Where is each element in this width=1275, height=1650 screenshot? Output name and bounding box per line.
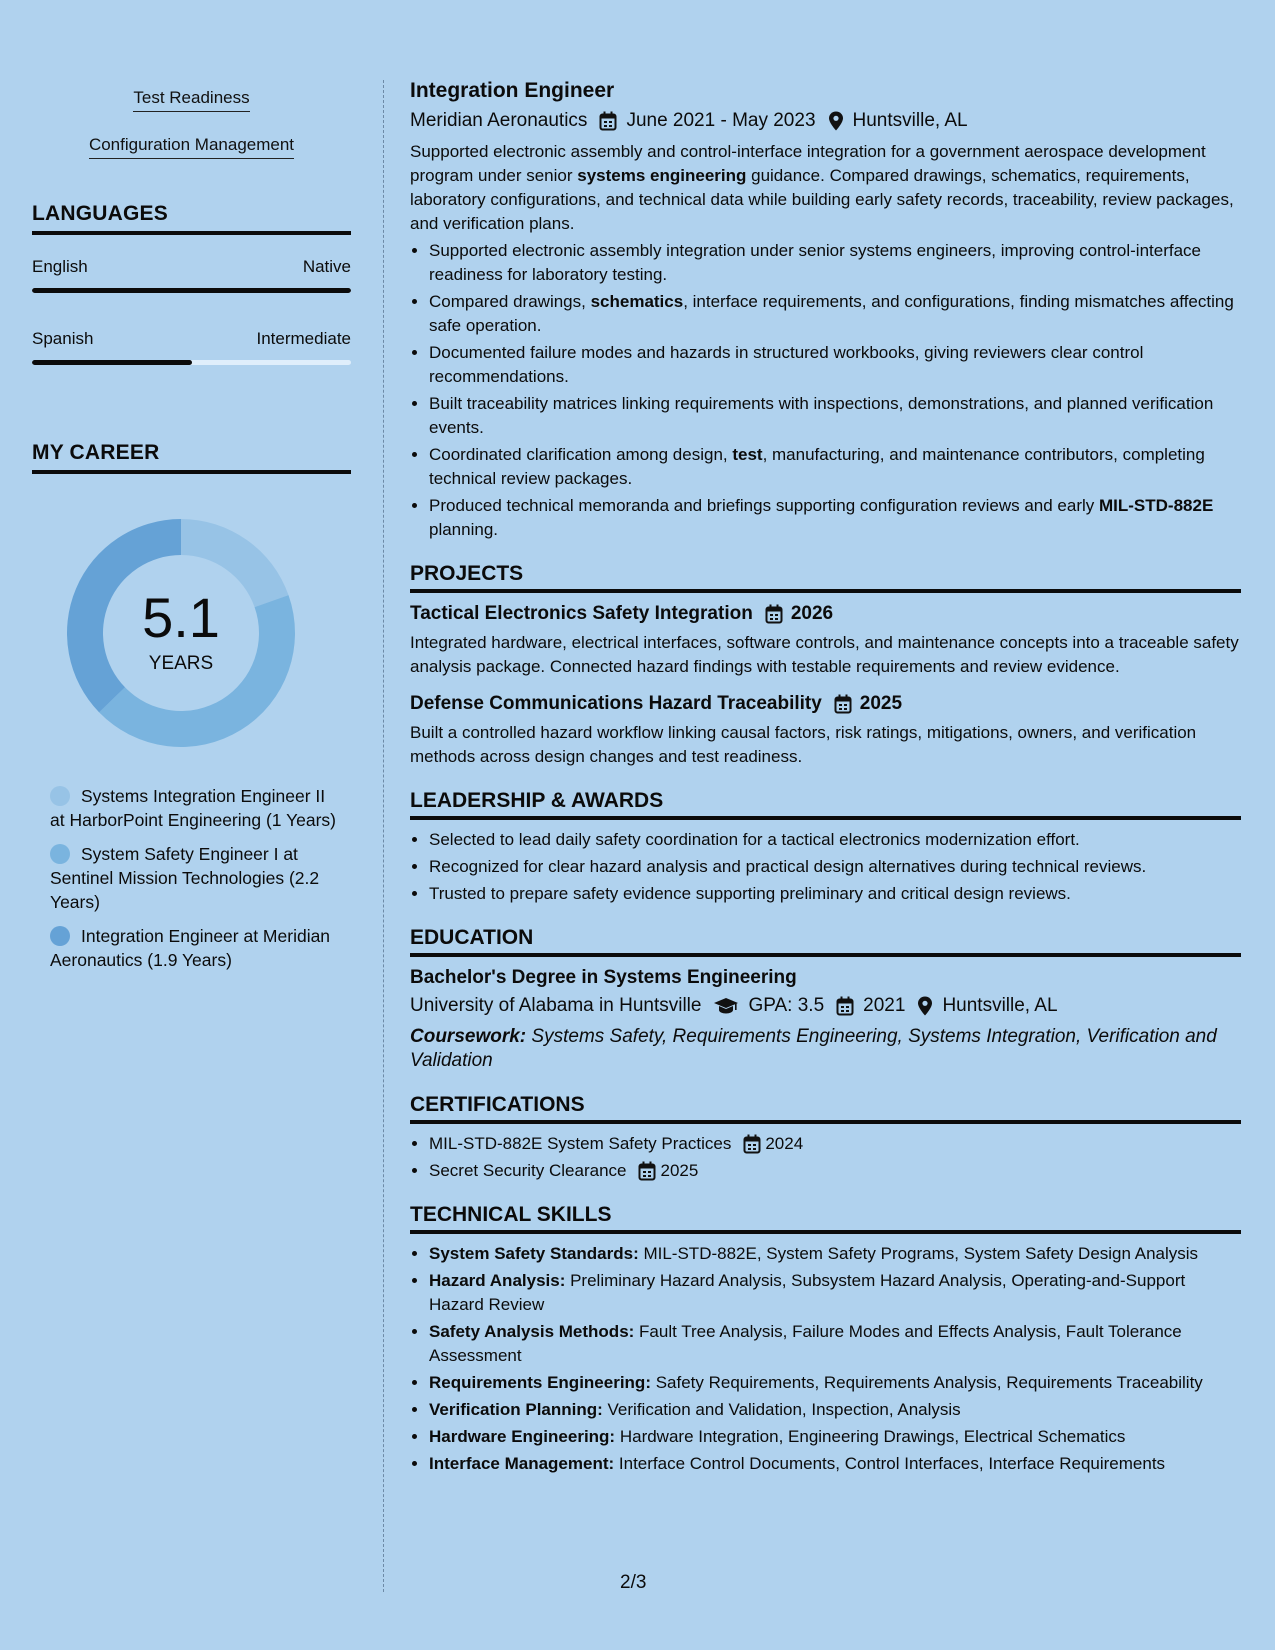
languages-heading: LANGUAGES [32, 202, 351, 235]
job-summary-text: Supported electronic assembly and control-interface integration for a government aerospace development program under senior [410, 142, 1206, 185]
career-total-years: 5.1 [142, 586, 220, 649]
skill-value: Hardware Integration, Engineering Drawings, Electrical Schematics [615, 1427, 1126, 1446]
skill-value: Preliminary Hazard Analysis, Subsystem Hazard Analysis, Operating-and-Support Hazard Review [429, 1271, 1186, 1314]
skill-label: Hazard Analysis: [429, 1271, 566, 1290]
project-year: 2026 [790, 603, 834, 624]
location-pin-icon [917, 996, 933, 1016]
coursework [410, 1025, 1241, 1073]
main-content [410, 79, 1241, 1479]
sidebar-link-test-readiness[interactable]: Test Readiness [133, 88, 249, 112]
career-legend [50, 784, 340, 972]
job-bullet-text: Compared drawings, [429, 292, 591, 311]
leadership-list [410, 828, 1241, 906]
career-legend-item [50, 842, 340, 914]
job-bullet-text: Documented failure modes and hazards in structured workbooks, giving reviewers clear control recommendations. [429, 343, 1144, 386]
skill-item [429, 1269, 1241, 1317]
job-meta [410, 110, 1241, 132]
language-bar-fill [32, 288, 351, 293]
skill-value: Fault Tree Analysis, Failure Modes and Effects Analysis, Fault Tolerance Assessment [429, 1322, 1182, 1365]
sidebar-skill-links [32, 0, 351, 182]
skill-item [429, 1371, 1241, 1395]
leadership-item: • Trusted to prepare safety evidence supporting preliminary and critical design reviews. [429, 882, 1241, 906]
language-level: Intermediate [256, 329, 351, 348]
column-divider [383, 80, 384, 1592]
job-bullet-bold: MIL-STD-882E [1099, 496, 1214, 515]
job-bullet [429, 341, 1241, 389]
job-bullet-text: Built traceability matrices linking requirements with inspections, demonstrations, and planned verification events. [429, 394, 1214, 437]
language-level: Native [302, 257, 351, 276]
skill-item [429, 1452, 1241, 1476]
job-summary-bold: systems engineering [577, 166, 747, 185]
job-bullet-text: Produced technical memoranda and briefings supporting configuration reviews and early [429, 496, 1099, 515]
project-title-row [410, 603, 1241, 625]
coursework-text: Systems Safety, Requirements Engineering, Systems Integration, Verification and Validation [410, 1026, 1217, 1071]
job-bullet-text: planning. [429, 520, 499, 539]
certifications-list [410, 1132, 1241, 1183]
page-number: 2/3 [620, 1572, 647, 1593]
project-description: Integrated hardware, electrical interfaces, software controls, and maintenance concepts into a traceable safety analysis package. Connected hazard findings with testable requirements and review evidence. [410, 633, 1239, 676]
job-bullet-text: , manufacturing, and maintenance contributors, completing technical review packages. [429, 445, 1205, 488]
education-gpa: GPA: 3.5 [748, 995, 825, 1016]
certification-line [429, 1132, 1241, 1156]
project-year: 2025 [859, 693, 903, 714]
skill-value: Safety Requirements, Requirements Analysis, Requirements Traceability [650, 1373, 1203, 1392]
skill-value: Verification and Validation, Inspection, Analysis [602, 1400, 961, 1419]
skill-item [429, 1242, 1241, 1266]
calendar-icon [765, 604, 783, 624]
job-bullet-text: , interface requirements, and configurations, finding mismatches affecting safe operation. [429, 292, 1234, 335]
calendar-icon [836, 996, 854, 1016]
calendar-icon [743, 1134, 761, 1154]
skill-value: MIL-STD-882E, System Safety Programs, System Safety Design Analysis [638, 1244, 1199, 1263]
job-summary-text: guidance. Compared drawings, schematics, requirements, laboratory configurations, and technical data while building early safety records, traceability, review packages, and verification plans. [410, 166, 1234, 233]
job-bullet-text: Coordinated clarification among design, [429, 445, 733, 464]
project-description: Built a controlled hazard workflow linking causal factors, risk ratings, mitigations, owners, and verification methods across design changes and test readiness. [410, 723, 1197, 766]
job-bullet [429, 239, 1241, 287]
certification-item [429, 1159, 1241, 1183]
certification-line [429, 1159, 1241, 1183]
education-heading: EDUCATION [410, 926, 1241, 957]
leadership-item: • Selected to lead daily safety coordination for a tactical electronics modernization effort. [429, 828, 1241, 852]
career-donut-chart [66, 518, 296, 748]
skill-item [429, 1425, 1241, 1449]
job-bullet [429, 392, 1241, 440]
project-title-row [410, 693, 1241, 715]
legend-dot [50, 844, 70, 864]
career-legend-text: System Safety Engineer I at Sentinel Mission Technologies (2.2 Years) [50, 844, 320, 912]
language-row-english [32, 257, 351, 277]
degree-title: Bachelor's Degree in Systems Engineering [410, 967, 797, 988]
certification-name: • MIL-STD-882E System Safety Practices [429, 1134, 732, 1153]
calendar-icon [638, 1161, 656, 1181]
job-title: Integration Engineer [410, 79, 615, 102]
certification-year: 2025 [660, 1161, 699, 1180]
certifications-heading: CERTIFICATIONS [410, 1093, 1241, 1124]
leadership-heading: LEADERSHIP & AWARDS [410, 789, 1241, 820]
job-summary [410, 140, 1241, 236]
calendar-icon [834, 694, 852, 714]
skill-label: Hardware Engineering: [429, 1427, 616, 1446]
certification-item [429, 1132, 1241, 1156]
legend-dot [50, 786, 70, 806]
education-location: Huntsville, AL [942, 995, 1058, 1016]
job-company: Meridian Aeronautics [410, 110, 588, 131]
job-dates: June 2021 - May 2023 [626, 110, 816, 131]
skill-item [429, 1320, 1241, 1368]
skill-label: Safety Analysis Methods: [429, 1322, 635, 1341]
technical-skills-heading: TECHNICAL SKILLS [410, 1203, 1241, 1234]
leadership-item: • Recognized for clear hazard analysis and practical design alternatives during technical reviews. [429, 855, 1241, 879]
job-bullet [429, 443, 1241, 491]
job-bullet [429, 290, 1241, 338]
legend-dot [50, 926, 70, 946]
job-location: Huntsville, AL [852, 110, 968, 131]
certification-name: • Secret Security Clearance [429, 1161, 627, 1180]
job-bullet [429, 494, 1241, 542]
project-title: Tactical Electronics Safety Integration [410, 603, 753, 624]
project-title: Defense Communications Hazard Traceability [410, 693, 822, 714]
language-bar-spanish [32, 360, 351, 365]
education-meta [410, 995, 1241, 1017]
skill-label: Verification Planning: [429, 1400, 603, 1419]
projects-heading: PROJECTS [410, 562, 1241, 593]
education-year: 2021 [863, 995, 906, 1016]
language-name: English [32, 257, 88, 276]
technical-skills-list [410, 1242, 1241, 1476]
skill-value: Interface Control Documents, Control Interfaces, Interface Requirements [614, 1454, 1166, 1473]
graduation-cap-icon [713, 997, 739, 1015]
language-name: Spanish [32, 329, 94, 348]
career-legend-item [50, 784, 340, 832]
calendar-icon [599, 111, 617, 131]
coursework-label: Coursework: [410, 1026, 527, 1047]
certification-year: 2024 [765, 1134, 804, 1153]
language-bar-english [32, 288, 351, 293]
career-years-label: YEARS [148, 653, 214, 674]
location-pin-icon [828, 111, 844, 131]
job-bullets [410, 239, 1241, 542]
career-legend-item [50, 924, 340, 972]
job-bullet-text: Supported electronic assembly integration under senior systems engineers, improving control-interface readiness for laboratory testing. [429, 241, 1201, 284]
skill-label: Interface Management: [429, 1454, 615, 1473]
sidebar [32, 0, 351, 982]
language-row-spanish [32, 329, 351, 349]
sidebar-link-configuration-management[interactable]: Configuration Management [89, 135, 294, 159]
skill-label: System Safety Standards: [429, 1244, 639, 1263]
career-legend-text: Integration Engineer at Meridian Aeronautics (1.9 Years) [50, 926, 331, 970]
career-heading: MY CAREER [32, 441, 351, 474]
skill-item [429, 1398, 1241, 1422]
school-name: University of Alabama in Huntsville [410, 995, 702, 1016]
job-bullet-bold: test [732, 445, 763, 464]
skill-label: Requirements Engineering: [429, 1373, 651, 1392]
career-legend-text: Systems Integration Engineer II at HarborPoint Engineering (1 Years) [50, 786, 337, 830]
language-bar-fill [32, 360, 192, 365]
job-bullet-bold: schematics [590, 292, 684, 311]
